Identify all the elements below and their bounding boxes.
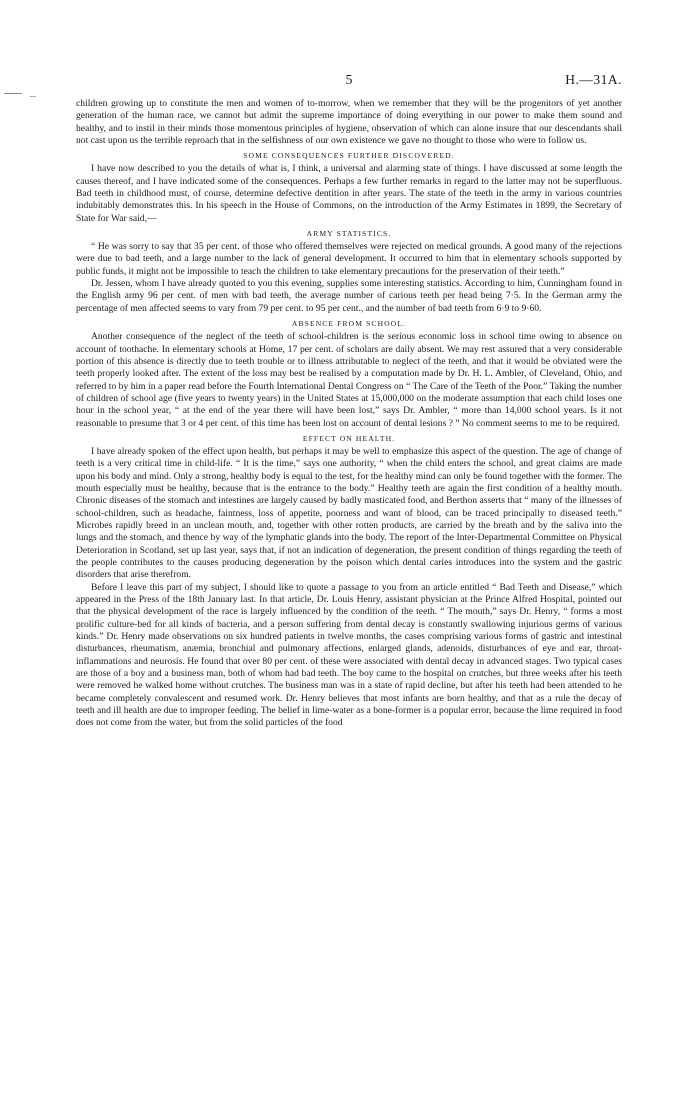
- document-reference: H.—31A.: [565, 72, 622, 87]
- page-header: [76, 72, 622, 94]
- paragraph-6: I have already spoken of the effect upon health, but perhaps it may be well to emphasize this aspect of the question. The age of change of teeth is a very critical time in child-life. “ It is the time,” says one authority, “ when the child enters the school, and great claims are made upon his body and mind. Only a strong, healthy body is equal to the test, for the healthy mind can only be found together with the former. The mouth especially must be healthy, because that is the entrance to the body.” Healthy teeth are again the first condition of a healthy mouth. Chronic diseases of the stomach and intestines are largely caused by badly masticated food, and Berthon asserts that “ many of the illnesses of school-children, such as headache, faintness, loss of appetite, poorness and want of blood, can be traced principally to diseased teeth.” Microbes rapidly breed in an unclean mouth, and, together with other rotten products, are carried by the breath and by the saliva into the lungs and the stomach, and thence by way of the lymphatic glands into the body. The report of the Inter-Departmental Committee on Physical Deterioration in Scotland, set up last year, says that, if not an indication of degeneration, the present condition of things regarding the teeth of the people contributes to the causes producing degeneration by the poison which dental caries introduces into the system and the gastric disorders that arise therefrom.: [76, 445, 622, 581]
- paragraph-7: Before I leave this part of my subject, I should like to quote a passage to you from an article entitled “ Bad Teeth and Disease,” which appeared in the Press of the 18th January last. In that article, Dr. Louis Henry, assistant physician at the Prince Alfred Hospital, pointed out that the physical development of the race is largely influenced by the condition of the teeth. “ The mouth,” says Dr. Henry, “ forms a most prolific culture-bed for all kinds of bacteria, and a person suffering from dental decay is constantly swallowing injurious germs of various kinds.” Dr. Henry made observations on six hundred patients in twelve months, the cases comprising various forms of gastric and intestinal disturbances, rheumatism, anæmia, bronchial and pulmonary affections, enlarged glands, adenoids, disturbances of eye and ear, throat-inflammations and neurosis. He found that over 80 per cent. of these were associated with dental decay in advanced stages. Two typical cases are those of a boy and a business man, both of whom had bad teeth. The boy came to the hospital on crutches, but three weeks after his teeth were removed he walked home without crutches. The business man was in a state of rapid decline, but after his teeth had been attended to he became completely convalescent and resumed work. Dr. Henry believes that most infants are born healthy, and that as a rule the decay of teeth and ill health are due to improper feeding. The belief in lime-water as a bone-former is a popular error, because the lime required in food does not come from the water, but from the solid particles of the food: [76, 581, 622, 729]
- section-heading-army-statistics: ARMY STATISTICS.: [306, 229, 392, 239]
- margin-mark: [4, 93, 22, 94]
- margin-mark-small: [30, 96, 36, 97]
- paragraph-5: Another consequence of the neglect of the teeth of school-children is the serious economic loss in school time owing to absence on account of toothache. In elementary schools at Home, 17 per cent. of scholars are daily absent. We may rest assured that a very considerable portion of this absence is directly due to teeth trouble or to illness attributable to neglect of the teeth, and that it would be obviated were the teeth properly looked after. The extent of the loss may best be realised by a computation made by Dr. H. L. Ambler, of Cleveland, Ohio, and referred to by him in a paper read before the Fourth International Dental Congress on “ The Care of the Teeth of the Poor.” Taking the number of children of school age (five years to twenty years) in the United States at 15,000,000 on the moderate assumption that each child loses one hour in the school year, “ at the end of the year there will have been lost,” says Dr. Ambler, “ more than 14,000 school years. Is it not reasonable to presume that 3 or 4 per cent. of this time has been lost on account of dental lesions ? ” No comment seems to me to be required.: [76, 331, 622, 429]
- section-heading-consequences: SOME CONSEQUENCES FURTHER DISCOVERED.: [243, 151, 455, 161]
- paragraph-3: “ He was sorry to say that 35 per cent. of those who offered themselves were rejected on medical grounds. A good many of the rejections were due to bad teeth, and a large number to the lack of general development. It occurred to him that in elementary schools supported by public funds, it might not be impossible to teach the children to take elementary precautions for the preservation of their teeth.”: [76, 241, 622, 277]
- paragraph-1: children growing up to constitute the men and women of to-morrow, when we remember that they will be the progenitors of yet another generation of the human race, we cannot but admit the supreme importance of doing everything in our power to make them sound and healthy, and to instil in their minds those momentous principles of hygiene, observation of which can alone insure that our descendants shall not cast upon us the terrible reproach that in the selfishness of our own existence we gave no thought to those who were to follow us.: [76, 98, 622, 147]
- section-heading-effect-on-health: EFFECT ON HEALTH.: [302, 433, 396, 443]
- document-page: [76, 72, 622, 730]
- paragraph-4: Dr. Jessen, whom I have already quoted to you this evening, supplies some interesting statistics. According to him, Cunningham found in the English army 96 per cent. of men with bad teeth, the average number of carious teeth per head being 7·5. In the German army the percentage of men affected seems to vary from 79 per cent. to 95 per cent., and the number of bad teeth from 6·9 to 9·60.: [76, 278, 622, 314]
- page-number: 5: [345, 72, 353, 87]
- paragraph-2: I have now described to you the details of what is, I think, a universal and alarming state of things. I have discussed at some length the causes thereof, and I have indicated some of the consequences. Perhaps a few further remarks in regard to the latter may not be superfluous. Bad teeth in childhood must, of course, determine defective dentition in after years. The state of the teeth in the army in various countries indubitably demonstrates this. In his speech in the House of Commons, on the introduction of the Army Estimates in 1899, the Secretary of State for War said,—: [76, 163, 622, 224]
- section-heading-absence-from-school: ABSENCE FROM SCHOOL.: [291, 319, 407, 329]
